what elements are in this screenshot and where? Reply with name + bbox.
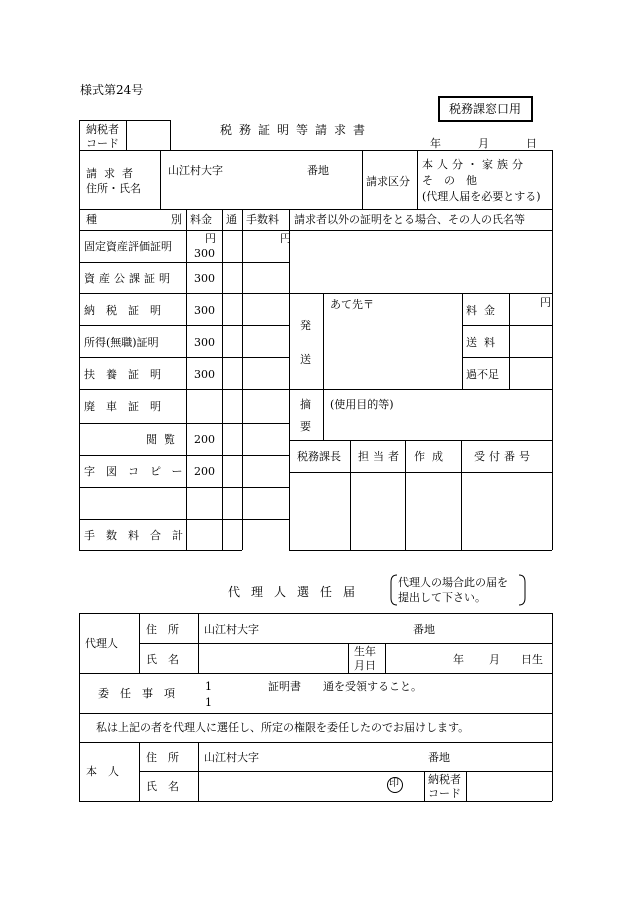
- row-dependent-fee: 300: [194, 368, 215, 381]
- header-other-person: 請求者以外の証明をとる場合、その人の氏名等: [294, 213, 525, 226]
- row-fixed-asset-fee: 300: [194, 247, 215, 260]
- agent-village: 山江村大字: [204, 623, 259, 636]
- principal-taxpayer-code-2: コード: [428, 787, 461, 800]
- principal-address-label: 住所: [146, 751, 190, 764]
- stamp-create: 作成: [414, 450, 450, 463]
- header-fee: 料金: [190, 213, 212, 226]
- header-kind: 種: [86, 213, 97, 226]
- yen-unit-amount: 円: [280, 232, 291, 245]
- agent-birth-label-2: 月日: [354, 659, 376, 672]
- agent-address-label: 住所: [146, 623, 190, 636]
- agent-birth-day: 日生: [521, 653, 543, 666]
- send-label: 発: [300, 319, 311, 332]
- agent-name-label: 氏名: [146, 653, 190, 666]
- send-address-label: あて先〒: [330, 298, 374, 311]
- yen-unit-fee: 円: [205, 232, 216, 245]
- row-asset-tax-fee: 300: [194, 272, 215, 285]
- delegation-num-1: 1: [205, 680, 212, 693]
- date-month: 月: [478, 137, 489, 150]
- request-type-proxy-note: (代理人届を必要とする): [422, 190, 541, 203]
- agent-birth-year: 年: [453, 653, 464, 666]
- form-title: 税務証明等請求書: [220, 123, 373, 137]
- principal-village: 山江村大字: [204, 751, 259, 764]
- send-diff-label: 過不足: [466, 368, 499, 381]
- seal-char: 印: [389, 778, 399, 789]
- row-fixed-asset-name: 固定資産評価証明: [84, 240, 172, 253]
- principal-name-label: 氏名: [146, 780, 190, 793]
- agent-banchi: 番地: [413, 623, 435, 636]
- delegation-statement: 私は上記の者を代理人に選任し、所定の権限を委任したのでお届けします。: [96, 721, 470, 734]
- header-count: 通: [226, 213, 237, 226]
- stamp-receipt: 受付番号: [474, 450, 534, 463]
- requester-label: 請求者: [86, 167, 140, 180]
- counter-use-label: 税務課窓口用: [449, 102, 522, 116]
- delegation-text: 証明書 通を受領すること。: [268, 680, 422, 693]
- proxy-title: 代理人選任届: [228, 585, 367, 599]
- send-postage-label: 送料: [466, 336, 502, 349]
- delegation-num-2: 1: [205, 696, 212, 709]
- proxy-note-line1: 代理人の場合此の届を: [398, 576, 508, 589]
- row-dependent-name: 扶養証明: [84, 368, 172, 381]
- requester-village: 山江村大字: [168, 164, 223, 177]
- taxpayer-code-label: 納税者: [86, 123, 119, 136]
- delegation-label: 委任事項: [98, 687, 186, 700]
- row-tax-payment-fee: 300: [194, 304, 215, 317]
- row-income-name: 所得(無職)証明: [84, 336, 159, 349]
- summary-purpose: (使用目的等): [330, 398, 394, 411]
- row-tax-payment-name: 納税証明: [84, 304, 172, 317]
- header-kind-2: 別: [171, 213, 182, 226]
- row-inspection-fee: 200: [194, 433, 215, 446]
- request-type-label: 請求区分: [366, 175, 410, 188]
- summary-label-2: 要: [300, 420, 311, 433]
- header-fee-amount: 手数料: [246, 213, 279, 226]
- row-total-name: 手数料合計: [84, 529, 194, 542]
- summary-label: 摘: [300, 398, 311, 411]
- send-yen-unit: 円: [540, 296, 551, 309]
- agent-birth-label: 生年: [354, 645, 376, 658]
- stamp-person: 担当者: [358, 450, 403, 463]
- agent-label: 代理人: [85, 637, 118, 650]
- send-label-2: 送: [300, 353, 311, 366]
- proxy-note-line2: 提出して下さい。: [398, 591, 486, 604]
- seal-mark: [387, 777, 403, 793]
- row-map-copy-fee: 200: [194, 465, 215, 478]
- principal-label: 本人: [86, 765, 130, 778]
- date-year: 年: [430, 137, 441, 150]
- row-income-fee: 300: [194, 336, 215, 349]
- row-vehicle-scrap-name: 廃車証明: [84, 400, 172, 413]
- row-inspection-name: 閲覧: [146, 433, 182, 446]
- form-number: 様式第24号: [80, 83, 144, 97]
- requester-label-2: 住所・氏名: [86, 182, 141, 195]
- principal-taxpayer-code: 納税者: [428, 773, 461, 786]
- request-type-other[interactable]: その他: [422, 174, 488, 187]
- taxpayer-code-label-2: コード: [86, 137, 119, 150]
- send-fee-label: 料金: [466, 304, 502, 317]
- agent-birth-month: 月: [489, 653, 500, 666]
- stamp-tax-chief: 税務課長: [297, 450, 341, 463]
- date-day: 日: [526, 137, 537, 150]
- principal-banchi: 番地: [428, 751, 450, 764]
- request-type-self-family[interactable]: 本人分・家族分: [422, 158, 527, 171]
- requester-banchi: 番地: [307, 164, 329, 177]
- row-asset-tax-name: 資産公課証明: [84, 272, 174, 285]
- row-map-copy-name: 字図コピー: [84, 465, 194, 478]
